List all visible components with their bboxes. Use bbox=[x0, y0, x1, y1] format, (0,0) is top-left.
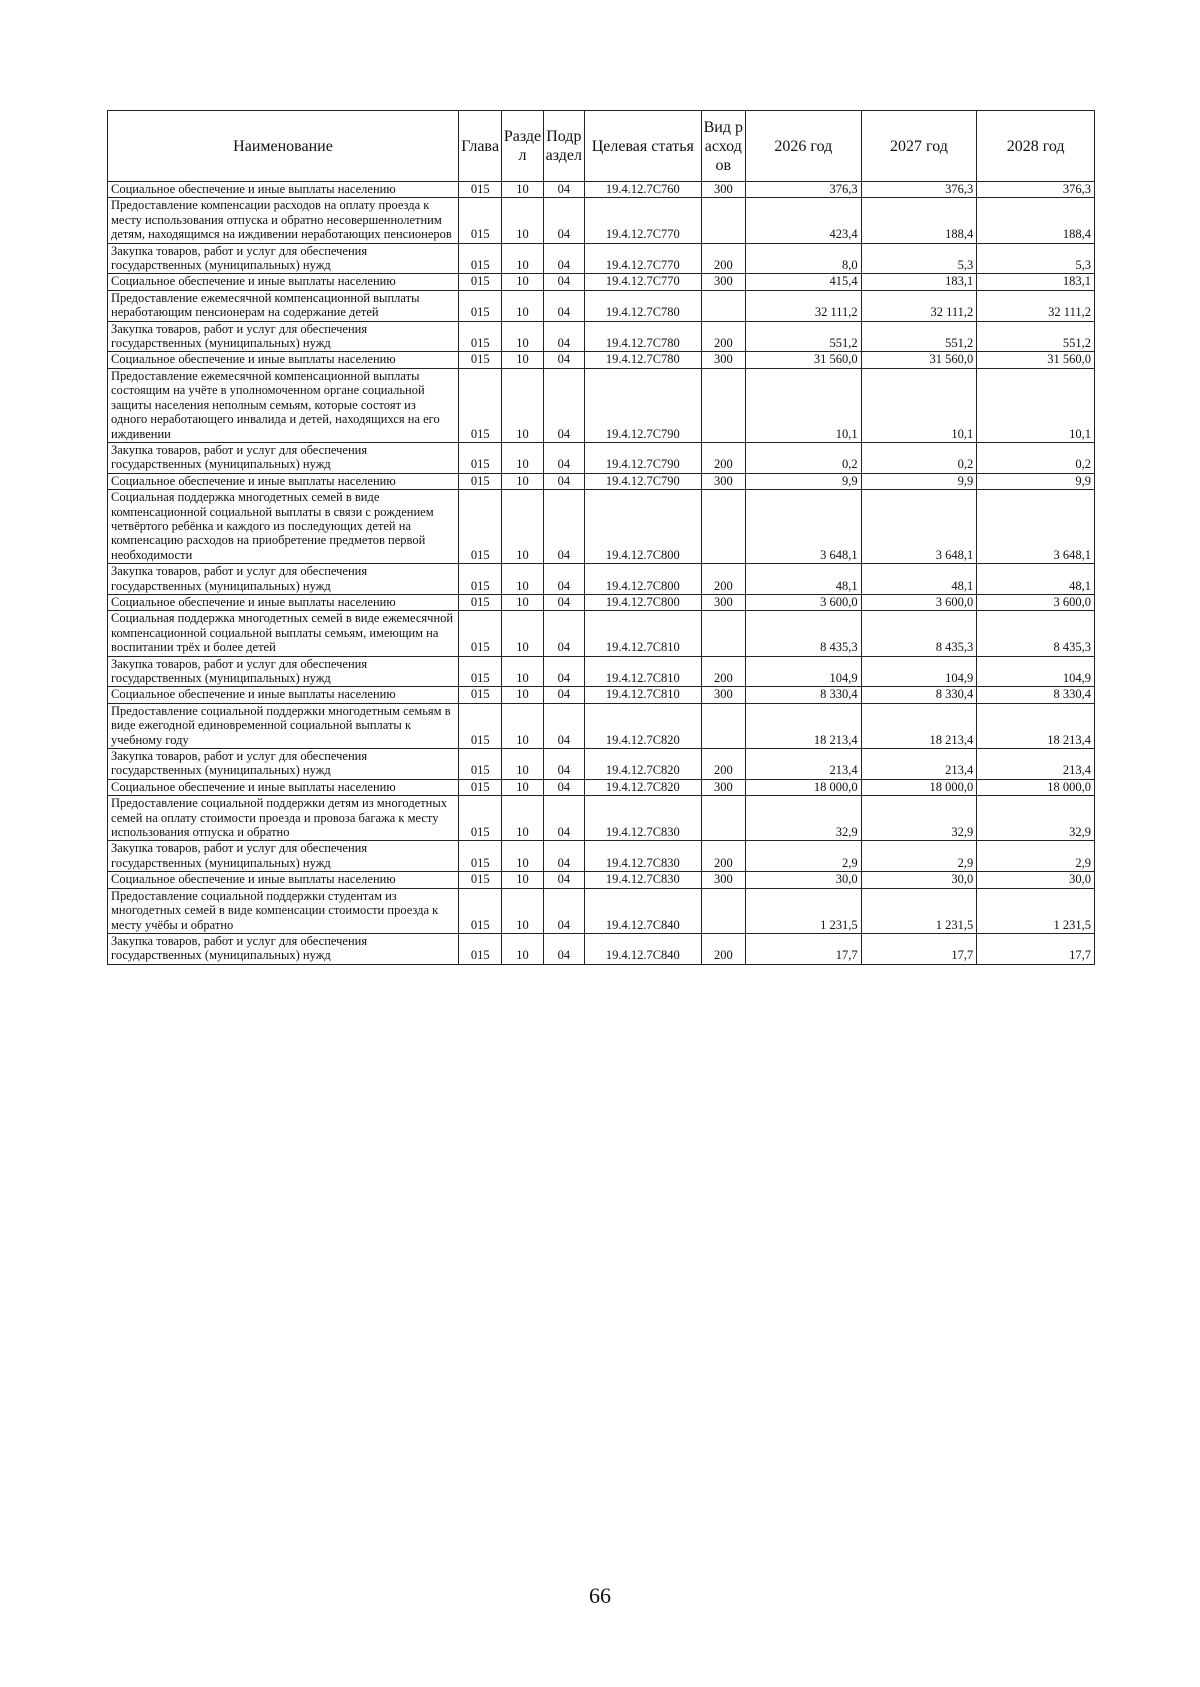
cell-2027: 48,1 bbox=[861, 564, 977, 595]
cell-podrazdel: 04 bbox=[543, 933, 584, 964]
cell-podrazdel: 04 bbox=[543, 182, 584, 198]
cell-glava: 015 bbox=[459, 182, 502, 198]
cell-razdel: 10 bbox=[502, 274, 543, 290]
cell-glava: 015 bbox=[459, 198, 502, 243]
cell-2026: 9,9 bbox=[746, 473, 862, 489]
header-row bbox=[108, 111, 1095, 182]
cell-name: Предоставление ежемесячной компенсационной выплаты состоящим на учёте в уполномоченном органе социальной защиты населения неполным семьям, которые состоят из одного неработающего инвалида и детей, находящихся на его иждивении bbox=[108, 368, 459, 442]
cell-podrazdel: 04 bbox=[543, 888, 584, 933]
cell-target: 19.4.12.7С770 bbox=[584, 274, 701, 290]
cell-razdel: 10 bbox=[502, 611, 543, 656]
cell-vid: 200 bbox=[701, 749, 745, 780]
col-header-glava: Главa bbox=[459, 111, 502, 182]
cell-podrazdel: 04 bbox=[543, 656, 584, 687]
cell-vid: 300 bbox=[701, 687, 745, 703]
cell-podrazdel: 04 bbox=[543, 779, 584, 795]
cell-glava: 015 bbox=[459, 703, 502, 748]
cell-podrazdel: 04 bbox=[543, 611, 584, 656]
cell-2026: 551,2 bbox=[746, 321, 862, 352]
cell-glava: 015 bbox=[459, 872, 502, 888]
cell-glava: 015 bbox=[459, 594, 502, 610]
cell-razdel: 10 bbox=[502, 290, 543, 321]
cell-razdel: 10 bbox=[502, 594, 543, 610]
table-row bbox=[108, 352, 1095, 368]
cell-target: 19.4.12.7С810 bbox=[584, 611, 701, 656]
cell-name: Социальная поддержка многодетных семей в виде компенсационной социальной выплаты в связи с рождением четвёртого ребёнка и каждого из последующих детей на компенсацию расходов на приобретение предметов первой необходимости bbox=[108, 490, 459, 564]
cell-vid: 200 bbox=[701, 321, 745, 352]
cell-target: 19.4.12.7С780 bbox=[584, 352, 701, 368]
cell-2026: 8,0 bbox=[746, 243, 862, 274]
col-header-2026: 2026 год bbox=[746, 111, 862, 182]
cell-2027: 18 000,0 bbox=[861, 779, 977, 795]
cell-2026: 8 435,3 bbox=[746, 611, 862, 656]
cell-2026: 31 560,0 bbox=[746, 352, 862, 368]
table-row bbox=[108, 564, 1095, 595]
table-row bbox=[108, 841, 1095, 872]
cell-2026: 30,0 bbox=[746, 872, 862, 888]
cell-razdel: 10 bbox=[502, 321, 543, 352]
cell-2026: 1 231,5 bbox=[746, 888, 862, 933]
cell-target: 19.4.12.7С830 bbox=[584, 872, 701, 888]
cell-podrazdel: 04 bbox=[543, 796, 584, 841]
cell-name: Социальное обеспечение и иные выплаты населению bbox=[108, 352, 459, 368]
cell-vid bbox=[701, 611, 745, 656]
cell-name: Социальное обеспечение и иные выплаты населению bbox=[108, 473, 459, 489]
cell-glava: 015 bbox=[459, 490, 502, 564]
table-row bbox=[108, 749, 1095, 780]
cell-2027: 5,3 bbox=[861, 243, 977, 274]
cell-razdel: 10 bbox=[502, 872, 543, 888]
cell-podrazdel: 04 bbox=[543, 703, 584, 748]
cell-podrazdel: 04 bbox=[543, 368, 584, 442]
col-header-name: Наименование bbox=[108, 111, 459, 182]
cell-2027: 30,0 bbox=[861, 872, 977, 888]
cell-2027: 8 330,4 bbox=[861, 687, 977, 703]
cell-target: 19.4.12.7С800 bbox=[584, 564, 701, 595]
cell-vid bbox=[701, 888, 745, 933]
cell-2026: 18 213,4 bbox=[746, 703, 862, 748]
cell-podrazdel: 04 bbox=[543, 490, 584, 564]
cell-2027: 8 435,3 bbox=[861, 611, 977, 656]
cell-2027: 31 560,0 bbox=[861, 352, 977, 368]
cell-name: Социальное обеспечение и иные выплаты населению bbox=[108, 687, 459, 703]
cell-2026: 10,1 bbox=[746, 368, 862, 442]
table-row bbox=[108, 687, 1095, 703]
cell-2028: 18 213,4 bbox=[977, 703, 1095, 748]
cell-2028: 32 111,2 bbox=[977, 290, 1095, 321]
cell-name: Социальное обеспечение и иные выплаты населению bbox=[108, 872, 459, 888]
cell-target: 19.4.12.7С780 bbox=[584, 290, 701, 321]
cell-2026: 213,4 bbox=[746, 749, 862, 780]
cell-target: 19.4.12.7С790 bbox=[584, 368, 701, 442]
cell-razdel: 10 bbox=[502, 703, 543, 748]
cell-podrazdel: 04 bbox=[543, 564, 584, 595]
cell-2027: 0,2 bbox=[861, 442, 977, 473]
cell-vid bbox=[701, 703, 745, 748]
cell-vid: 200 bbox=[701, 841, 745, 872]
cell-glava: 015 bbox=[459, 368, 502, 442]
cell-target: 19.4.12.7С800 bbox=[584, 594, 701, 610]
cell-razdel: 10 bbox=[502, 198, 543, 243]
cell-glava: 015 bbox=[459, 796, 502, 841]
cell-2026: 32,9 bbox=[746, 796, 862, 841]
cell-name: Закупка товаров, работ и услуг для обеспечения государственных (муниципальных) нужд bbox=[108, 564, 459, 595]
cell-podrazdel: 04 bbox=[543, 243, 584, 274]
cell-2028: 5,3 bbox=[977, 243, 1095, 274]
table-row bbox=[108, 442, 1095, 473]
cell-2027: 10,1 bbox=[861, 368, 977, 442]
cell-target: 19.4.12.7С800 bbox=[584, 490, 701, 564]
cell-2027: 104,9 bbox=[861, 656, 977, 687]
cell-2027: 9,9 bbox=[861, 473, 977, 489]
table-row bbox=[108, 888, 1095, 933]
cell-2027: 3 600,0 bbox=[861, 594, 977, 610]
table-row bbox=[108, 182, 1095, 198]
cell-razdel: 10 bbox=[502, 841, 543, 872]
table-body bbox=[108, 182, 1095, 965]
table-row bbox=[108, 779, 1095, 795]
cell-2026: 104,9 bbox=[746, 656, 862, 687]
cell-vid: 300 bbox=[701, 872, 745, 888]
table-row bbox=[108, 290, 1095, 321]
cell-vid: 300 bbox=[701, 182, 745, 198]
cell-vid bbox=[701, 290, 745, 321]
cell-2028: 3 648,1 bbox=[977, 490, 1095, 564]
cell-target: 19.4.12.7С810 bbox=[584, 656, 701, 687]
cell-vid bbox=[701, 490, 745, 564]
cell-name: Предоставление ежемесячной компенсационной выплаты неработающим пенсионерам на содержание детей bbox=[108, 290, 459, 321]
cell-name: Закупка товаров, работ и услуг для обеспечения государственных (муниципальных) нужд bbox=[108, 841, 459, 872]
cell-2026: 18 000,0 bbox=[746, 779, 862, 795]
col-header-razdel: Раздел bbox=[502, 111, 543, 182]
col-header-vid: Вид расходов bbox=[701, 111, 745, 182]
cell-2028: 8 435,3 bbox=[977, 611, 1095, 656]
cell-razdel: 10 bbox=[502, 656, 543, 687]
cell-2026: 48,1 bbox=[746, 564, 862, 595]
cell-glava: 015 bbox=[459, 352, 502, 368]
table-row bbox=[108, 796, 1095, 841]
cell-podrazdel: 04 bbox=[543, 872, 584, 888]
cell-target: 19.4.12.7С790 bbox=[584, 473, 701, 489]
cell-name: Закупка товаров, работ и услуг для обеспечения государственных (муниципальных) нужд bbox=[108, 442, 459, 473]
cell-2026: 415,4 bbox=[746, 274, 862, 290]
cell-glava: 015 bbox=[459, 442, 502, 473]
cell-2027: 3 648,1 bbox=[861, 490, 977, 564]
cell-target: 19.4.12.7С810 bbox=[584, 687, 701, 703]
col-header-2027: 2027 год bbox=[861, 111, 977, 182]
cell-2026: 2,9 bbox=[746, 841, 862, 872]
table-row bbox=[108, 611, 1095, 656]
cell-vid: 300 bbox=[701, 274, 745, 290]
table-row bbox=[108, 594, 1095, 610]
cell-2028: 3 600,0 bbox=[977, 594, 1095, 610]
cell-vid: 200 bbox=[701, 442, 745, 473]
cell-razdel: 10 bbox=[502, 352, 543, 368]
cell-vid: 300 bbox=[701, 352, 745, 368]
cell-name: Предоставление социальной поддержки студентам из многодетных семей в виде компенсации стоимости проезда к месту учёбы и обратно bbox=[108, 888, 459, 933]
cell-2028: 48,1 bbox=[977, 564, 1095, 595]
cell-razdel: 10 bbox=[502, 473, 543, 489]
cell-2027: 18 213,4 bbox=[861, 703, 977, 748]
cell-target: 19.4.12.7С830 bbox=[584, 796, 701, 841]
table-row bbox=[108, 274, 1095, 290]
col-header-2028: 2028 год bbox=[977, 111, 1095, 182]
table-row bbox=[108, 243, 1095, 274]
cell-vid: 200 bbox=[701, 933, 745, 964]
cell-2027: 17,7 bbox=[861, 933, 977, 964]
cell-name: Закупка товаров, работ и услуг для обеспечения государственных (муниципальных) нужд bbox=[108, 656, 459, 687]
cell-glava: 015 bbox=[459, 321, 502, 352]
cell-2028: 32,9 bbox=[977, 796, 1095, 841]
cell-vid bbox=[701, 368, 745, 442]
cell-name: Социальное обеспечение и иные выплаты населению bbox=[108, 274, 459, 290]
cell-2027: 213,4 bbox=[861, 749, 977, 780]
table-row bbox=[108, 198, 1095, 243]
cell-razdel: 10 bbox=[502, 564, 543, 595]
cell-2026: 0,2 bbox=[746, 442, 862, 473]
cell-glava: 015 bbox=[459, 611, 502, 656]
cell-razdel: 10 bbox=[502, 182, 543, 198]
cell-2028: 104,9 bbox=[977, 656, 1095, 687]
cell-podrazdel: 04 bbox=[543, 473, 584, 489]
cell-target: 19.4.12.7С780 bbox=[584, 321, 701, 352]
cell-glava: 015 bbox=[459, 564, 502, 595]
cell-2026: 376,3 bbox=[746, 182, 862, 198]
cell-2027: 183,1 bbox=[861, 274, 977, 290]
cell-2028: 8 330,4 bbox=[977, 687, 1095, 703]
cell-glava: 015 bbox=[459, 290, 502, 321]
cell-name: Закупка товаров, работ и услуг для обеспечения государственных (муниципальных) нужд bbox=[108, 749, 459, 780]
table-row bbox=[108, 703, 1095, 748]
cell-vid: 300 bbox=[701, 779, 745, 795]
table-row bbox=[108, 368, 1095, 442]
cell-razdel: 10 bbox=[502, 779, 543, 795]
cell-2026: 3 600,0 bbox=[746, 594, 862, 610]
cell-glava: 015 bbox=[459, 779, 502, 795]
cell-podrazdel: 04 bbox=[543, 749, 584, 780]
cell-target: 19.4.12.7С770 bbox=[584, 243, 701, 274]
cell-name: Социальная поддержка многодетных семей в виде ежемесячной компенсационной социальной выплаты семьям, имеющим на воспитании трёх и более детей bbox=[108, 611, 459, 656]
cell-target: 19.4.12.7С790 bbox=[584, 442, 701, 473]
col-header-target: Целевая статья bbox=[584, 111, 701, 182]
cell-name: Социальное обеспечение и иные выплаты населению bbox=[108, 182, 459, 198]
cell-glava: 015 bbox=[459, 841, 502, 872]
cell-2028: 376,3 bbox=[977, 182, 1095, 198]
cell-2028: 18 000,0 bbox=[977, 779, 1095, 795]
cell-vid: 200 bbox=[701, 564, 745, 595]
budget-table bbox=[107, 110, 1095, 965]
cell-razdel: 10 bbox=[502, 368, 543, 442]
cell-name: Закупка товаров, работ и услуг для обеспечения государственных (муниципальных) нужд bbox=[108, 933, 459, 964]
cell-2028: 17,7 bbox=[977, 933, 1095, 964]
cell-glava: 015 bbox=[459, 933, 502, 964]
cell-vid bbox=[701, 796, 745, 841]
cell-vid: 300 bbox=[701, 594, 745, 610]
cell-2027: 376,3 bbox=[861, 182, 977, 198]
cell-2027: 551,2 bbox=[861, 321, 977, 352]
cell-podrazdel: 04 bbox=[543, 198, 584, 243]
cell-2026: 8 330,4 bbox=[746, 687, 862, 703]
cell-target: 19.4.12.7С840 bbox=[584, 888, 701, 933]
cell-podrazdel: 04 bbox=[543, 442, 584, 473]
cell-2028: 2,9 bbox=[977, 841, 1095, 872]
cell-2027: 2,9 bbox=[861, 841, 977, 872]
cell-name: Предоставление компенсации расходов на оплату проезда к месту использования отпуска и обратно несовершеннолетним детям, находящимся на иждивении неработающих пенсионеров bbox=[108, 198, 459, 243]
cell-vid: 200 bbox=[701, 656, 745, 687]
cell-glava: 015 bbox=[459, 274, 502, 290]
cell-podrazdel: 04 bbox=[543, 352, 584, 368]
cell-glava: 015 bbox=[459, 888, 502, 933]
cell-2028: 551,2 bbox=[977, 321, 1095, 352]
cell-2027: 1 231,5 bbox=[861, 888, 977, 933]
cell-vid: 200 bbox=[701, 243, 745, 274]
page-number: 66 bbox=[589, 1583, 611, 1608]
cell-2028: 31 560,0 bbox=[977, 352, 1095, 368]
cell-name: Социальное обеспечение и иные выплаты населению bbox=[108, 779, 459, 795]
cell-target: 19.4.12.7С820 bbox=[584, 779, 701, 795]
cell-razdel: 10 bbox=[502, 490, 543, 564]
cell-target: 19.4.12.7С820 bbox=[584, 703, 701, 748]
cell-target: 19.4.12.7С820 bbox=[584, 749, 701, 780]
cell-2027: 32 111,2 bbox=[861, 290, 977, 321]
cell-glava: 015 bbox=[459, 687, 502, 703]
cell-2028: 0,2 bbox=[977, 442, 1095, 473]
cell-name: Социальное обеспечение и иные выплаты населению bbox=[108, 594, 459, 610]
table-row bbox=[108, 490, 1095, 564]
cell-glava: 015 bbox=[459, 749, 502, 780]
cell-glava: 015 bbox=[459, 656, 502, 687]
cell-2028: 9,9 bbox=[977, 473, 1095, 489]
cell-2028: 213,4 bbox=[977, 749, 1095, 780]
cell-razdel: 10 bbox=[502, 749, 543, 780]
cell-podrazdel: 04 bbox=[543, 321, 584, 352]
cell-2028: 30,0 bbox=[977, 872, 1095, 888]
cell-razdel: 10 bbox=[502, 933, 543, 964]
table-row bbox=[108, 321, 1095, 352]
cell-target: 19.4.12.7С760 bbox=[584, 182, 701, 198]
cell-target: 19.4.12.7С830 bbox=[584, 841, 701, 872]
cell-2026: 3 648,1 bbox=[746, 490, 862, 564]
col-header-podrazdel: Подраздел bbox=[543, 111, 584, 182]
cell-vid bbox=[701, 198, 745, 243]
cell-2026: 17,7 bbox=[746, 933, 862, 964]
cell-name: Предоставление социальной поддержки многодетным семьям в виде ежегодной единовременной социальной выплаты к учебному году bbox=[108, 703, 459, 748]
cell-2028: 10,1 bbox=[977, 368, 1095, 442]
cell-name: Закупка товаров, работ и услуг для обеспечения государственных (муниципальных) нужд bbox=[108, 243, 459, 274]
cell-2028: 1 231,5 bbox=[977, 888, 1095, 933]
cell-razdel: 10 bbox=[502, 888, 543, 933]
cell-podrazdel: 04 bbox=[543, 841, 584, 872]
cell-2027: 32,9 bbox=[861, 796, 977, 841]
cell-name: Предоставление социальной поддержки детям из многодетных семей на оплату стоимости проезда и провоза багажа к месту использования отпуска и обратно bbox=[108, 796, 459, 841]
cell-razdel: 10 bbox=[502, 687, 543, 703]
cell-target: 19.4.12.7С840 bbox=[584, 933, 701, 964]
cell-2026: 32 111,2 bbox=[746, 290, 862, 321]
cell-podrazdel: 04 bbox=[543, 594, 584, 610]
cell-glava: 015 bbox=[459, 473, 502, 489]
cell-2026: 423,4 bbox=[746, 198, 862, 243]
cell-glava: 015 bbox=[459, 243, 502, 274]
cell-2028: 188,4 bbox=[977, 198, 1095, 243]
cell-podrazdel: 04 bbox=[543, 290, 584, 321]
cell-2027: 188,4 bbox=[861, 198, 977, 243]
cell-vid: 300 bbox=[701, 473, 745, 489]
cell-razdel: 10 bbox=[502, 796, 543, 841]
cell-podrazdel: 04 bbox=[543, 687, 584, 703]
cell-razdel: 10 bbox=[502, 243, 543, 274]
cell-2028: 183,1 bbox=[977, 274, 1095, 290]
cell-podrazdel: 04 bbox=[543, 274, 584, 290]
cell-target: 19.4.12.7С770 bbox=[584, 198, 701, 243]
table-row bbox=[108, 473, 1095, 489]
table-row bbox=[108, 933, 1095, 964]
table-row bbox=[108, 656, 1095, 687]
cell-name: Закупка товаров, работ и услуг для обеспечения государственных (муниципальных) нужд bbox=[108, 321, 459, 352]
table-row bbox=[108, 872, 1095, 888]
cell-razdel: 10 bbox=[502, 442, 543, 473]
